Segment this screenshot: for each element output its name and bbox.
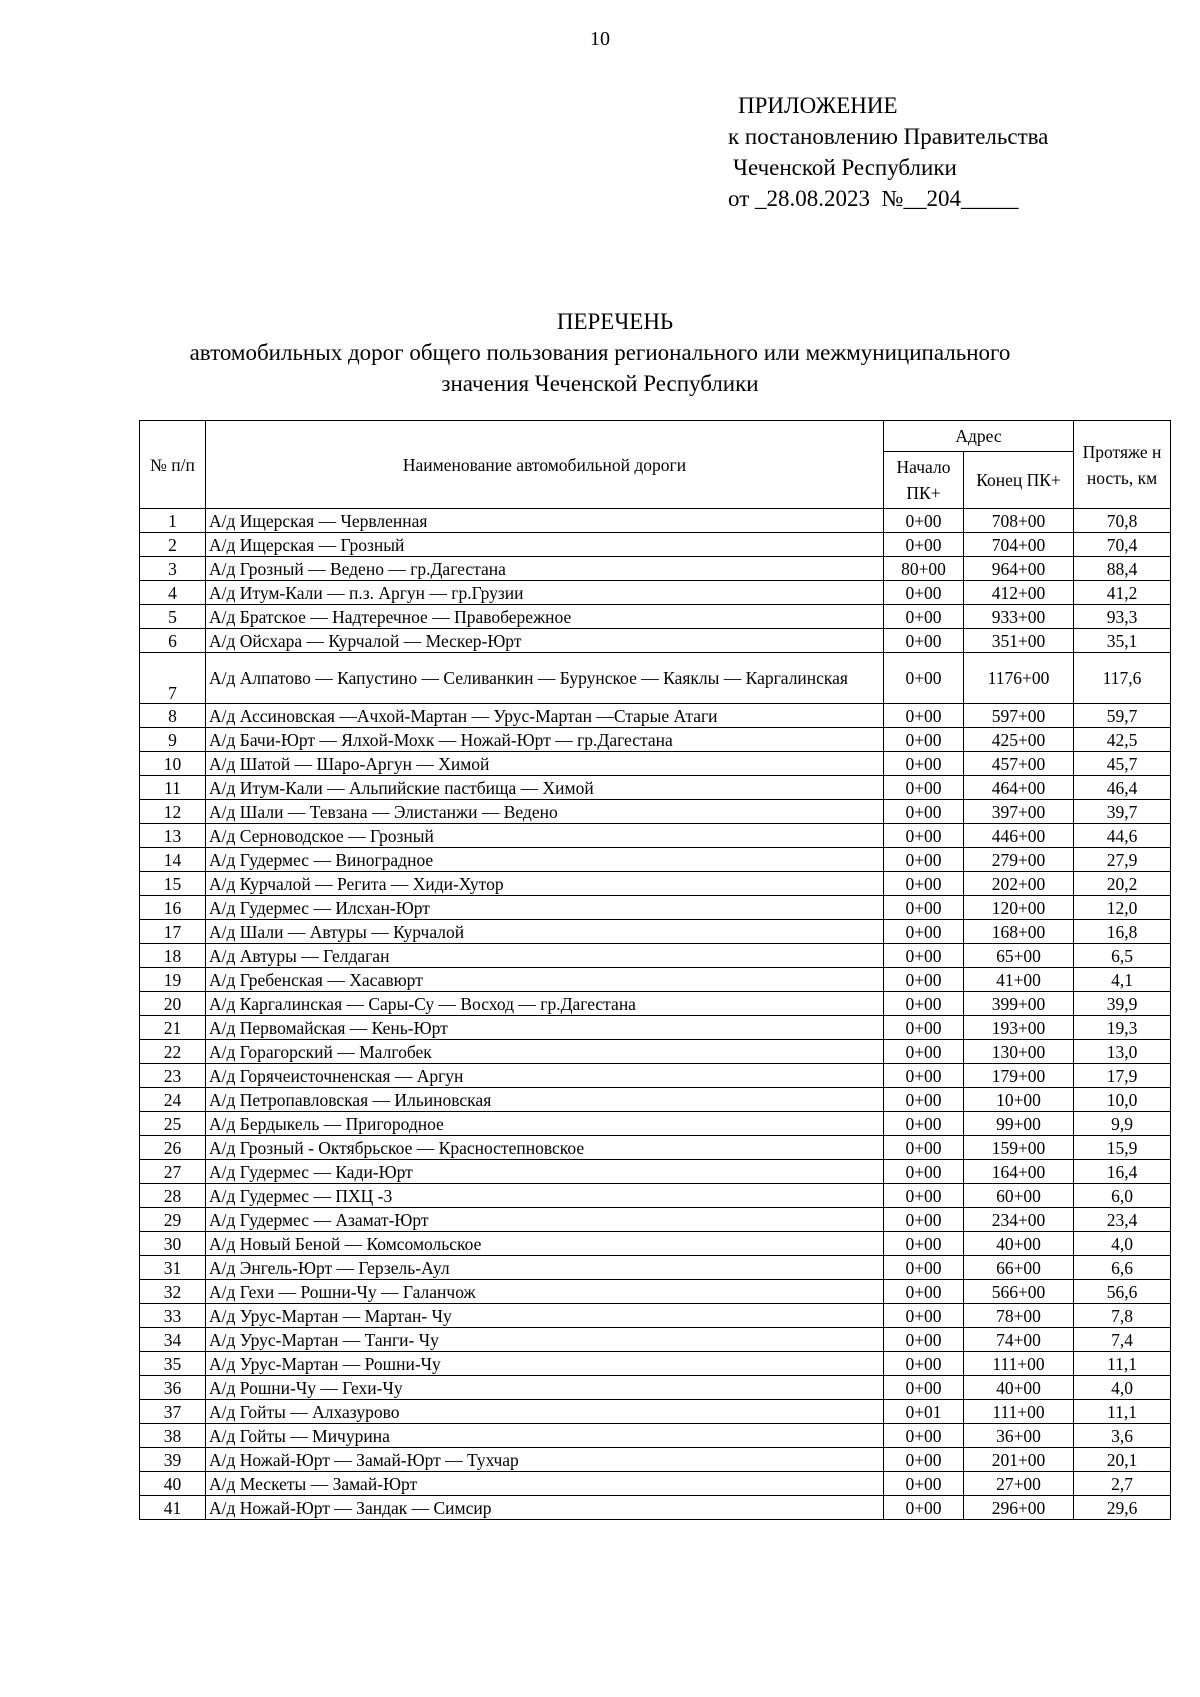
road-name-cell: А/д Гудермес — Виноградное: [206, 848, 884, 872]
row-number-cell: 38: [140, 1424, 206, 1448]
length-cell: 20,2: [1074, 872, 1171, 896]
table-row: [140, 557, 1171, 581]
length-cell: 27,9: [1074, 848, 1171, 872]
appendix-title: ПРИЛОЖЕНИЕ: [738, 93, 898, 118]
end-pk-cell: 74+00: [964, 1328, 1074, 1352]
roads-table-body: [140, 509, 1171, 1520]
row-number-cell: 39: [140, 1448, 206, 1472]
length-cell: 11,1: [1074, 1352, 1171, 1376]
road-name-cell: А/д Первомайская — Кень-Юрт: [206, 1016, 884, 1040]
end-pk-cell: 464+00: [964, 776, 1074, 800]
road-name-cell: А/д Гудермес — Кади-Юрт: [206, 1160, 884, 1184]
table-row: [140, 800, 1171, 824]
row-number-cell: 26: [140, 1136, 206, 1160]
road-name-cell: А/д Ножай-Юрт — Зандак — Симсир: [206, 1496, 884, 1520]
row-number-cell: 2: [140, 533, 206, 557]
end-pk-cell: 708+00: [964, 509, 1074, 533]
length-cell: 15,9: [1074, 1136, 1171, 1160]
row-number-cell: 3: [140, 557, 206, 581]
row-number-cell: 7: [140, 653, 206, 704]
row-number-cell: 17: [140, 920, 206, 944]
table-row: [140, 1160, 1171, 1184]
header-length: Протяже н ность, км: [1074, 421, 1171, 509]
row-number-cell: 6: [140, 629, 206, 653]
row-number-cell: 16: [140, 896, 206, 920]
end-pk-cell: 412+00: [964, 581, 1074, 605]
end-pk-cell: 597+00: [964, 704, 1074, 728]
table-row: [140, 1376, 1171, 1400]
table-row: [140, 944, 1171, 968]
row-number-cell: 9: [140, 728, 206, 752]
end-pk-cell: 566+00: [964, 1280, 1074, 1304]
length-cell: 16,4: [1074, 1160, 1171, 1184]
end-pk-cell: 1176+00: [964, 653, 1074, 704]
start-pk-cell: 0+00: [884, 1088, 964, 1112]
road-name-cell: А/д Итум-Кали — Альпийские пастбища — Химой: [206, 776, 884, 800]
length-cell: 16,8: [1074, 920, 1171, 944]
end-pk-cell: 130+00: [964, 1040, 1074, 1064]
end-pk-cell: 99+00: [964, 1112, 1074, 1136]
table-row: [140, 581, 1171, 605]
length-cell: 17,9: [1074, 1064, 1171, 1088]
table-row: [140, 920, 1171, 944]
table-row: [140, 1496, 1171, 1520]
length-cell: 4,0: [1074, 1376, 1171, 1400]
road-name-cell: А/д Мескеты — Замай-Юрт: [206, 1472, 884, 1496]
road-name-cell: А/д Горагорский — Малгобек: [206, 1040, 884, 1064]
road-name-cell: А/д Горячеисточненская — Аргун: [206, 1064, 884, 1088]
length-cell: 56,6: [1074, 1280, 1171, 1304]
length-cell: 70,8: [1074, 509, 1171, 533]
header-name: Наименование автомобильной дороги: [206, 421, 884, 509]
road-name-cell: А/д Гудермес — Азамат-Юрт: [206, 1208, 884, 1232]
end-pk-cell: 202+00: [964, 872, 1074, 896]
length-cell: 70,4: [1074, 533, 1171, 557]
table-row: [140, 1304, 1171, 1328]
start-pk-cell: 0+00: [884, 1232, 964, 1256]
table-row: [140, 872, 1171, 896]
row-number-cell: 12: [140, 800, 206, 824]
end-pk-cell: 279+00: [964, 848, 1074, 872]
table-row: [140, 1136, 1171, 1160]
table-row: [140, 1256, 1171, 1280]
start-pk-cell: 0+00: [884, 1280, 964, 1304]
length-cell: 6,5: [1074, 944, 1171, 968]
table-row: [140, 752, 1171, 776]
start-pk-cell: 0+00: [884, 605, 964, 629]
row-number-cell: 4: [140, 581, 206, 605]
road-name-cell: А/д Энгель-Юрт — Герзель-Аул: [206, 1256, 884, 1280]
row-number-cell: 18: [140, 944, 206, 968]
road-name-cell: А/д Автуры — Гелдаган: [206, 944, 884, 968]
heading-line: автомобильных дорог общего пользования регионального или межмуниципального: [189, 340, 1011, 365]
start-pk-cell: 0+00: [884, 533, 964, 557]
row-number-cell: 41: [140, 1496, 206, 1520]
table-row: [140, 653, 1171, 704]
start-pk-cell: 0+00: [884, 752, 964, 776]
end-pk-cell: 425+00: [964, 728, 1074, 752]
table-row: [140, 605, 1171, 629]
row-number-cell: 31: [140, 1256, 206, 1280]
end-pk-cell: 704+00: [964, 533, 1074, 557]
road-name-cell: А/д Шатой — Шаро-Аргун — Химой: [206, 752, 884, 776]
start-pk-cell: 0+00: [884, 1208, 964, 1232]
road-name-cell: А/д Петропавловская — Ильиновская: [206, 1088, 884, 1112]
start-pk-cell: 0+00: [884, 1160, 964, 1184]
row-number-cell: 1: [140, 509, 206, 533]
start-pk-cell: 0+00: [884, 728, 964, 752]
table-row: [140, 824, 1171, 848]
end-pk-cell: 351+00: [964, 629, 1074, 653]
road-name-cell: А/д Серноводское — Грозный: [206, 824, 884, 848]
table-row: [140, 1472, 1171, 1496]
start-pk-cell: 0+00: [884, 704, 964, 728]
row-number-cell: 35: [140, 1352, 206, 1376]
length-cell: 4,0: [1074, 1232, 1171, 1256]
end-pk-cell: 41+00: [964, 968, 1074, 992]
row-number-cell: 21: [140, 1016, 206, 1040]
road-name-cell: А/д Грозный — Ведено — гр.Дагестана: [206, 557, 884, 581]
page-number: 10: [590, 28, 610, 50]
end-pk-cell: 111+00: [964, 1400, 1074, 1424]
end-pk-cell: 40+00: [964, 1376, 1074, 1400]
appendix-line: Чеченской Республики: [733, 155, 957, 180]
end-pk-cell: 457+00: [964, 752, 1074, 776]
end-pk-cell: 179+00: [964, 1064, 1074, 1088]
table-row: [140, 1352, 1171, 1376]
table-row: [140, 1016, 1171, 1040]
header-address: Адрес: [884, 421, 1074, 452]
road-name-cell: А/д Гехи — Рошни-Чу — Галанчож: [206, 1280, 884, 1304]
row-number-cell: 33: [140, 1304, 206, 1328]
row-number-cell: 29: [140, 1208, 206, 1232]
start-pk-cell: 0+00: [884, 509, 964, 533]
start-pk-cell: 0+00: [884, 800, 964, 824]
length-cell: 41,2: [1074, 581, 1171, 605]
road-name-cell: А/д Ножай-Юрт — Замай-Юрт — Тухчар: [206, 1448, 884, 1472]
end-pk-cell: 201+00: [964, 1448, 1074, 1472]
table-row: [140, 776, 1171, 800]
length-cell: 6,6: [1074, 1256, 1171, 1280]
length-cell: 42,5: [1074, 728, 1171, 752]
end-pk-cell: 120+00: [964, 896, 1074, 920]
end-pk-cell: 933+00: [964, 605, 1074, 629]
end-pk-cell: 399+00: [964, 992, 1074, 1016]
row-number-cell: 19: [140, 968, 206, 992]
start-pk-cell: 0+00: [884, 1448, 964, 1472]
start-pk-cell: 0+00: [884, 1064, 964, 1088]
road-name-cell: А/д Алпатово — Капустино — Селиванкин — Бурунское — Каяклы — Каргалинская: [206, 653, 884, 704]
end-pk-cell: 164+00: [964, 1160, 1074, 1184]
road-name-cell: А/д Урус-Мартан — Танги- Чу: [206, 1328, 884, 1352]
length-cell: 88,4: [1074, 557, 1171, 581]
table-row: [140, 629, 1171, 653]
length-cell: 117,6: [1074, 653, 1171, 704]
table-row: [140, 1184, 1171, 1208]
road-name-cell: А/д Бердыкель — Пригородное: [206, 1112, 884, 1136]
start-pk-cell: 0+00: [884, 1328, 964, 1352]
start-pk-cell: 0+00: [884, 1376, 964, 1400]
table-row: [140, 704, 1171, 728]
row-number-cell: 20: [140, 992, 206, 1016]
end-pk-cell: 10+00: [964, 1088, 1074, 1112]
road-name-cell: А/д Новый Беной — Комсомольское: [206, 1232, 884, 1256]
road-name-cell: А/д Ойсхара — Курчалой — Мескер-Юрт: [206, 629, 884, 653]
row-number-cell: 14: [140, 848, 206, 872]
length-cell: 39,7: [1074, 800, 1171, 824]
row-number-cell: 36: [140, 1376, 206, 1400]
start-pk-cell: 0+00: [884, 629, 964, 653]
appendix-date-number: от _28.08.2023 №__204_____: [728, 186, 1019, 211]
table-row: [140, 1232, 1171, 1256]
road-name-cell: А/д Грозный - Октябрьское — Красностепновское: [206, 1136, 884, 1160]
row-number-cell: 32: [140, 1280, 206, 1304]
length-cell: 46,4: [1074, 776, 1171, 800]
length-cell: 29,6: [1074, 1496, 1171, 1520]
table-row: [140, 848, 1171, 872]
header-num: № п/п: [140, 421, 206, 509]
start-pk-cell: 0+00: [884, 1016, 964, 1040]
table-row: [140, 1424, 1171, 1448]
heading-line: значения Чеченской Республики: [441, 371, 759, 396]
row-number-cell: 15: [140, 872, 206, 896]
start-pk-cell: 0+00: [884, 776, 964, 800]
road-name-cell: А/д Братское — Надтеречное — Правобережное: [206, 605, 884, 629]
end-pk-cell: 296+00: [964, 1496, 1074, 1520]
table-row: [140, 533, 1171, 557]
length-cell: 39,9: [1074, 992, 1171, 1016]
length-cell: 12,0: [1074, 896, 1171, 920]
row-number-cell: 11: [140, 776, 206, 800]
start-pk-cell: 0+00: [884, 848, 964, 872]
start-pk-cell: 0+00: [884, 1112, 964, 1136]
length-cell: 23,4: [1074, 1208, 1171, 1232]
table-row: [140, 1280, 1171, 1304]
length-cell: 13,0: [1074, 1040, 1171, 1064]
end-pk-cell: 964+00: [964, 557, 1074, 581]
start-pk-cell: 0+00: [884, 944, 964, 968]
table-row: [140, 1112, 1171, 1136]
end-pk-cell: 159+00: [964, 1136, 1074, 1160]
end-pk-cell: 78+00: [964, 1304, 1074, 1328]
road-name-cell: А/д Ищерская — Грозный: [206, 533, 884, 557]
road-name-cell: А/д Ассиновская —Ачхой-Мартан — Урус-Мартан —Старые Атаги: [206, 704, 884, 728]
appendix-line: к постановлению Правительства: [728, 124, 1049, 149]
length-cell: 7,4: [1074, 1328, 1171, 1352]
length-cell: 4,1: [1074, 968, 1171, 992]
start-pk-cell: 0+00: [884, 824, 964, 848]
start-pk-cell: 0+00: [884, 992, 964, 1016]
end-pk-cell: 111+00: [964, 1352, 1074, 1376]
row-number-cell: 13: [140, 824, 206, 848]
length-cell: 2,7: [1074, 1472, 1171, 1496]
road-name-cell: А/д Ищерская — Червленная: [206, 509, 884, 533]
start-pk-cell: 0+00: [884, 1424, 964, 1448]
end-pk-cell: 65+00: [964, 944, 1074, 968]
start-pk-cell: 0+00: [884, 1184, 964, 1208]
table-row: [140, 1040, 1171, 1064]
end-pk-cell: 27+00: [964, 1472, 1074, 1496]
table-row: [140, 968, 1171, 992]
start-pk-cell: 0+00: [884, 1136, 964, 1160]
table-row: [140, 1064, 1171, 1088]
row-number-cell: 27: [140, 1160, 206, 1184]
start-pk-cell: 0+00: [884, 896, 964, 920]
end-pk-cell: 234+00: [964, 1208, 1074, 1232]
start-pk-cell: 0+00: [884, 1304, 964, 1328]
road-name-cell: А/д Каргалинская — Сары-Су — Восход — гр.Дагестана: [206, 992, 884, 1016]
table-row: [140, 509, 1171, 533]
road-name-cell: А/д Гребенская — Хасавюрт: [206, 968, 884, 992]
road-name-cell: А/д Урус-Мартан — Мартан- Чу: [206, 1304, 884, 1328]
length-cell: 19,3: [1074, 1016, 1171, 1040]
end-pk-cell: 168+00: [964, 920, 1074, 944]
appendix-block: [728, 90, 1048, 214]
start-pk-cell: 0+00: [884, 872, 964, 896]
row-number-cell: 8: [140, 704, 206, 728]
end-pk-cell: 193+00: [964, 1016, 1074, 1040]
start-pk-cell: 0+00: [884, 653, 964, 704]
start-pk-cell: 80+00: [884, 557, 964, 581]
length-cell: 20,1: [1074, 1448, 1171, 1472]
table-row: [140, 1448, 1171, 1472]
start-pk-cell: 0+00: [884, 1352, 964, 1376]
row-number-cell: 24: [140, 1088, 206, 1112]
row-number-cell: 30: [140, 1232, 206, 1256]
table-row: [140, 992, 1171, 1016]
row-number-cell: 40: [140, 1472, 206, 1496]
length-cell: 6,0: [1074, 1184, 1171, 1208]
row-number-cell: 25: [140, 1112, 206, 1136]
start-pk-cell: 0+00: [884, 1496, 964, 1520]
start-pk-cell: 0+00: [884, 968, 964, 992]
row-number-cell: 28: [140, 1184, 206, 1208]
length-cell: 10,0: [1074, 1088, 1171, 1112]
end-pk-cell: 446+00: [964, 824, 1074, 848]
row-number-cell: 37: [140, 1400, 206, 1424]
row-number-cell: 22: [140, 1040, 206, 1064]
roads-table: [139, 420, 1171, 1520]
end-pk-cell: 36+00: [964, 1424, 1074, 1448]
road-name-cell: А/д Урус-Мартан — Рошни-Чу: [206, 1352, 884, 1376]
row-number-cell: 23: [140, 1064, 206, 1088]
road-name-cell: А/д Гойты — Мичурина: [206, 1424, 884, 1448]
table-row: [140, 1328, 1171, 1352]
start-pk-cell: 0+00: [884, 920, 964, 944]
end-pk-cell: 397+00: [964, 800, 1074, 824]
start-pk-cell: 0+00: [884, 1256, 964, 1280]
document-heading: [0, 306, 1200, 399]
table-row: [140, 1208, 1171, 1232]
header-end: Конец ПК+: [964, 452, 1074, 509]
start-pk-cell: 0+01: [884, 1400, 964, 1424]
length-cell: 35,1: [1074, 629, 1171, 653]
length-cell: 45,7: [1074, 752, 1171, 776]
table-row: [140, 728, 1171, 752]
start-pk-cell: 0+00: [884, 581, 964, 605]
header-start: Начало ПК+: [884, 452, 964, 509]
road-name-cell: А/д Гудермес — ПХЦ -3: [206, 1184, 884, 1208]
end-pk-cell: 66+00: [964, 1256, 1074, 1280]
row-number-cell: 5: [140, 605, 206, 629]
table-row: [140, 1088, 1171, 1112]
row-number-cell: 10: [140, 752, 206, 776]
road-name-cell: А/д Гудермес — Илсхан-Юрт: [206, 896, 884, 920]
table-row: [140, 1400, 1171, 1424]
road-name-cell: А/д Курчалой — Регита — Хиди-Хутор: [206, 872, 884, 896]
road-name-cell: А/д Шали — Тевзана — Элистанжи — Ведено: [206, 800, 884, 824]
length-cell: 59,7: [1074, 704, 1171, 728]
road-name-cell: А/д Шали — Автуры — Курчалой: [206, 920, 884, 944]
length-cell: 9,9: [1074, 1112, 1171, 1136]
road-name-cell: А/д Бачи-Юрт — Ялхой-Мохк — Ножай-Юрт — гр.Дагестана: [206, 728, 884, 752]
heading-title: ПЕРЕЧЕНЬ: [556, 309, 674, 334]
end-pk-cell: 60+00: [964, 1184, 1074, 1208]
end-pk-cell: 40+00: [964, 1232, 1074, 1256]
row-number-cell: 34: [140, 1328, 206, 1352]
length-cell: 7,8: [1074, 1304, 1171, 1328]
road-name-cell: А/д Итум-Кали — п.з. Аргун — гр.Грузии: [206, 581, 884, 605]
length-cell: 11,1: [1074, 1400, 1171, 1424]
table-row: [140, 896, 1171, 920]
road-name-cell: А/д Рошни-Чу — Гехи-Чу: [206, 1376, 884, 1400]
start-pk-cell: 0+00: [884, 1040, 964, 1064]
road-name-cell: А/д Гойты — Алхазурово: [206, 1400, 884, 1424]
length-cell: 3,6: [1074, 1424, 1171, 1448]
start-pk-cell: 0+00: [884, 1472, 964, 1496]
length-cell: 93,3: [1074, 605, 1171, 629]
length-cell: 44,6: [1074, 824, 1171, 848]
